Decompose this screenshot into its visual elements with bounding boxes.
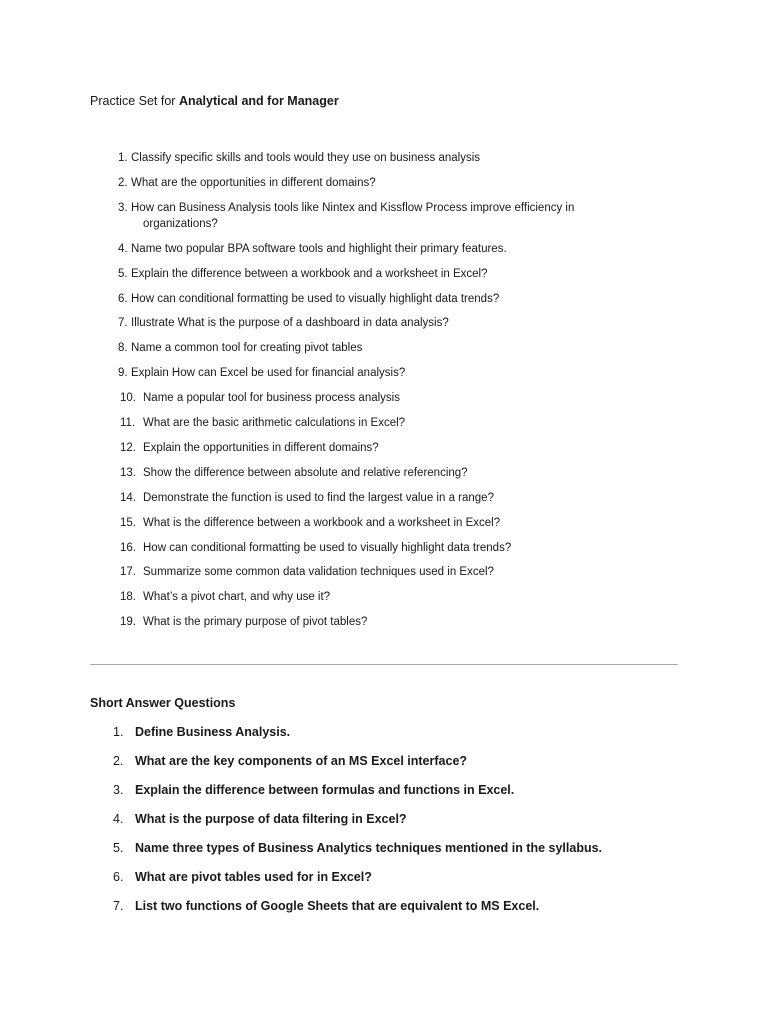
question-number: 19.	[120, 616, 136, 629]
question-text-line: Show the difference between absolute and relative referencing?	[143, 466, 468, 479]
horizontal-divider	[90, 664, 678, 665]
short-answer-item	[0, 724, 768, 753]
question-number: 14.	[120, 491, 136, 504]
practice-question-item	[0, 390, 768, 406]
practice-question-item	[0, 241, 768, 257]
practice-question-item	[0, 440, 768, 456]
practice-question-item	[0, 340, 768, 356]
practice-question-item	[0, 291, 768, 307]
short-answer-item	[0, 869, 768, 898]
question-text	[143, 589, 603, 605]
question-number: 1.	[118, 152, 128, 164]
question-text-line: Explain the difference between a workbook and a worksheet in Excel?	[131, 267, 488, 280]
question-text	[143, 415, 603, 431]
question-number: 2.	[118, 176, 128, 189]
title-bold: Analytical and for Manager	[178, 94, 339, 108]
question-text	[143, 390, 603, 406]
question-number: 15.	[120, 516, 136, 529]
practice-question-item	[0, 415, 768, 431]
practice-question-item	[0, 490, 768, 506]
question-text	[131, 340, 591, 356]
question-text	[131, 150, 591, 166]
question-text-line: What are the basic arithmetic calculations in Excel?	[143, 417, 406, 429]
question-text: Name three types of Business Analytics techniques mentioned in the syllabus.	[135, 841, 603, 855]
practice-question-item	[0, 365, 768, 381]
question-text-line: Illustrate What is the purpose of a dashboard in data analysis?	[131, 317, 449, 330]
question-text-line: How can Business Analysis tools like Nintex and Kissflow Process improve efficiency in	[131, 201, 575, 214]
practice-question-item	[0, 150, 768, 166]
question-number: 10.	[120, 392, 136, 405]
question-number: 3.	[113, 783, 124, 797]
question-number: 5.	[118, 267, 128, 280]
question-number: 17.	[120, 566, 136, 579]
question-text-line: Name a common tool for creating pivot tables	[131, 342, 363, 355]
title-prefix: Practice Set for	[90, 94, 179, 108]
question-text	[143, 490, 603, 506]
question-text	[143, 564, 603, 580]
question-text	[131, 365, 591, 381]
short-answer-list	[0, 724, 768, 927]
short-answer-item	[0, 811, 768, 840]
question-text-line: Classify specific skills and tools would they use on business analysis	[131, 152, 480, 164]
question-text-line: Summarize some common data validation techniques used in Excel?	[143, 566, 494, 579]
question-number: 6.	[113, 870, 124, 884]
question-text-continuation: organizations?	[143, 217, 218, 230]
question-text	[131, 200, 591, 232]
question-text	[131, 175, 591, 191]
question-number: 5.	[113, 841, 124, 855]
question-text: What are pivot tables used for in Excel?	[135, 870, 372, 884]
practice-question-item	[0, 564, 768, 580]
question-text	[131, 315, 591, 331]
question-number: 1.	[113, 725, 124, 739]
practice-question-item	[0, 266, 768, 282]
question-number: 12.	[120, 441, 136, 454]
question-text-line: How can conditional formatting be used to visually highlight data trends?	[131, 292, 500, 305]
practice-question-item	[0, 614, 768, 630]
question-number: 3.	[118, 201, 128, 214]
question-text	[143, 540, 603, 556]
practice-question-item	[0, 200, 768, 232]
question-text: Define Business Analysis.	[135, 725, 291, 739]
question-text: What is the purpose of data filtering in Excel?	[135, 812, 407, 826]
question-number: 6.	[118, 292, 128, 305]
question-text	[131, 291, 591, 307]
practice-question-item	[0, 175, 768, 191]
practice-question-item	[0, 465, 768, 481]
question-text	[143, 440, 603, 456]
question-number: 18.	[120, 591, 136, 604]
question-text-line: Explain How can Excel be used for financial analysis?	[131, 367, 406, 380]
question-text-line: How can conditional formatting be used to visually highlight data trends?	[143, 541, 512, 554]
question-number: 4.	[118, 242, 128, 255]
question-text-line: What’s a pivot chart, and why use it?	[143, 591, 331, 604]
question-number: 7.	[113, 899, 124, 913]
question-number: 8.	[118, 342, 128, 355]
question-number: 2.	[113, 754, 124, 768]
short-answer-item	[0, 753, 768, 782]
question-text-line: Explain the opportunities in different domains?	[143, 441, 379, 454]
question-text	[143, 465, 603, 481]
question-text: What are the key components of an MS Excel interface?	[135, 754, 468, 768]
question-text-line: What are the opportunities in different domains?	[131, 176, 376, 189]
question-number: 16.	[120, 541, 136, 554]
question-text	[131, 266, 591, 282]
question-number: 13.	[120, 466, 136, 479]
question-text: List two functions of Google Sheets that are equivalent to MS Excel.	[135, 899, 540, 913]
question-text	[143, 614, 603, 630]
question-number: 4.	[113, 812, 124, 826]
question-text-line: Name two popular BPA software tools and highlight their primary features.	[131, 242, 507, 255]
question-text	[131, 241, 591, 257]
practice-question-item	[0, 315, 768, 331]
page-title	[90, 93, 339, 109]
short-answer-heading: Short Answer Questions	[90, 696, 236, 710]
question-text	[143, 515, 603, 531]
question-text-line: Name a popular tool for business process analysis	[143, 392, 400, 405]
question-number: 9.	[118, 367, 128, 380]
short-answer-item	[0, 840, 768, 869]
short-answer-item	[0, 782, 768, 811]
practice-question-item	[0, 515, 768, 531]
question-text-line: Demonstrate the function is used to find the largest value in a range?	[143, 491, 494, 504]
practice-question-item	[0, 589, 768, 605]
question-number: 11.	[120, 417, 136, 429]
question-text: Explain the difference between formulas and functions in Excel.	[135, 783, 515, 797]
question-number: 7.	[118, 317, 128, 330]
question-text-line: What is the difference between a workbook and a worksheet in Excel?	[143, 516, 501, 529]
question-text-line: What is the primary purpose of pivot tables?	[143, 616, 368, 629]
practice-question-item	[0, 540, 768, 556]
short-answer-item	[0, 898, 768, 927]
